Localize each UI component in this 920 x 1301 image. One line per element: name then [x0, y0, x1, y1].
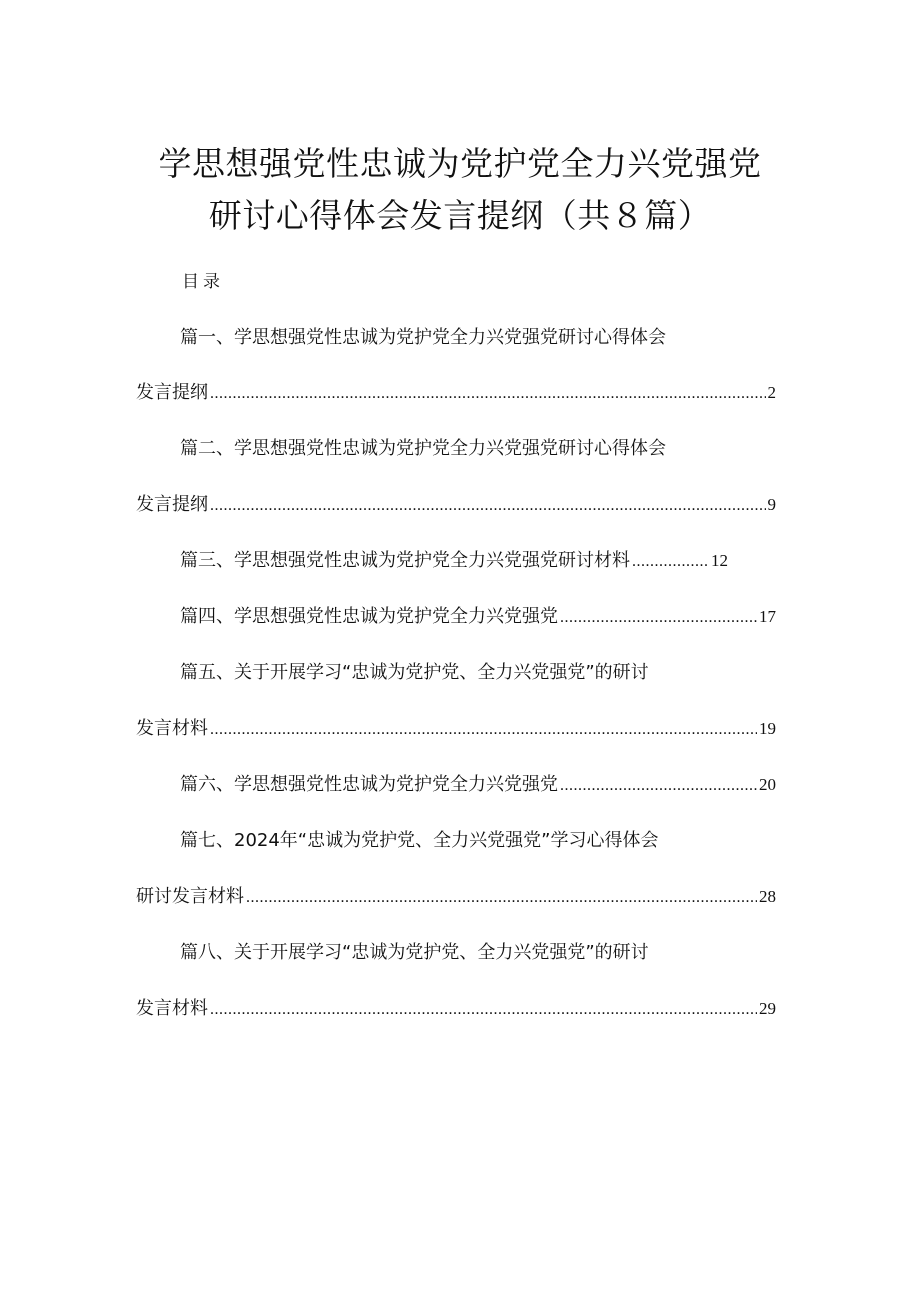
- dot-leader: [246, 882, 757, 914]
- toc-page-number: 19: [759, 719, 776, 738]
- toc-entry-text: 发言提纲: [136, 382, 208, 403]
- toc-page-number: 2: [767, 383, 776, 402]
- dot-leader: [560, 602, 757, 634]
- toc-page-number: 29: [759, 999, 776, 1018]
- toc-entry-text: 发言提纲: [136, 494, 208, 515]
- toc-entry-5-title[interactable]: 篇五、关于开展学习“忠诚为党护党、全力兴党强党”的研讨: [180, 662, 649, 683]
- toc-entry-3[interactable]: [180, 545, 728, 577]
- toc-entry-text: 发言材料: [136, 718, 208, 739]
- toc-page-number: 9: [767, 495, 776, 514]
- toc-entry-text: 篇四、学思想强党性忠诚为党护党全力兴党强党: [180, 606, 558, 627]
- toc-page-number: 17: [759, 607, 776, 626]
- toc-page-number: 28: [759, 887, 776, 906]
- toc-entry-2-continuation[interactable]: [136, 489, 776, 521]
- dot-leader: [632, 546, 709, 578]
- toc-heading: 目录: [182, 272, 224, 292]
- toc-page-number: 12: [711, 551, 728, 570]
- dot-leader: [210, 490, 766, 522]
- toc-entry-text: 研讨发言材料: [136, 886, 244, 907]
- toc-entry-8-continuation[interactable]: [136, 993, 776, 1025]
- toc-page-number: 20: [759, 775, 776, 794]
- dot-leader: [210, 378, 766, 410]
- toc-entry-1-continuation[interactable]: [136, 377, 776, 409]
- dot-leader: [210, 994, 757, 1026]
- toc-entry-8-title[interactable]: 篇八、关于开展学习“忠诚为党护党、全力兴党强党”的研讨: [180, 942, 649, 963]
- toc-entry-5-continuation[interactable]: [136, 713, 776, 745]
- toc-entry-text: 篇六、学思想强党性忠诚为党护党全力兴党强党: [180, 774, 558, 795]
- toc-entry-4[interactable]: [180, 601, 776, 633]
- toc-entry-1-title[interactable]: 篇一、学思想强党性忠诚为党护党全力兴党强党研讨心得体会: [180, 327, 666, 348]
- dot-leader: [210, 714, 757, 746]
- toc-entry-text: 篇三、学思想强党性忠诚为党护党全力兴党强党研讨材料: [180, 550, 630, 571]
- dot-leader: [560, 770, 757, 802]
- toc-entry-6[interactable]: [180, 769, 776, 801]
- toc-entry-text: 发言材料: [136, 998, 208, 1019]
- toc-entry-2-title[interactable]: 篇二、学思想强党性忠诚为党护党全力兴党强党研讨心得体会: [180, 438, 666, 459]
- document-title-line-2: 研讨心得体会发言提纲（共８篇）: [208, 196, 712, 235]
- toc-entry-7-title[interactable]: 篇七、2024年“忠诚为党护党、全力兴党强党”学习心得体会: [180, 830, 659, 851]
- toc-entry-7-continuation[interactable]: [136, 881, 776, 913]
- document-title-line-1: 学思想强党性忠诚为党护党全力兴党强党: [158, 144, 762, 183]
